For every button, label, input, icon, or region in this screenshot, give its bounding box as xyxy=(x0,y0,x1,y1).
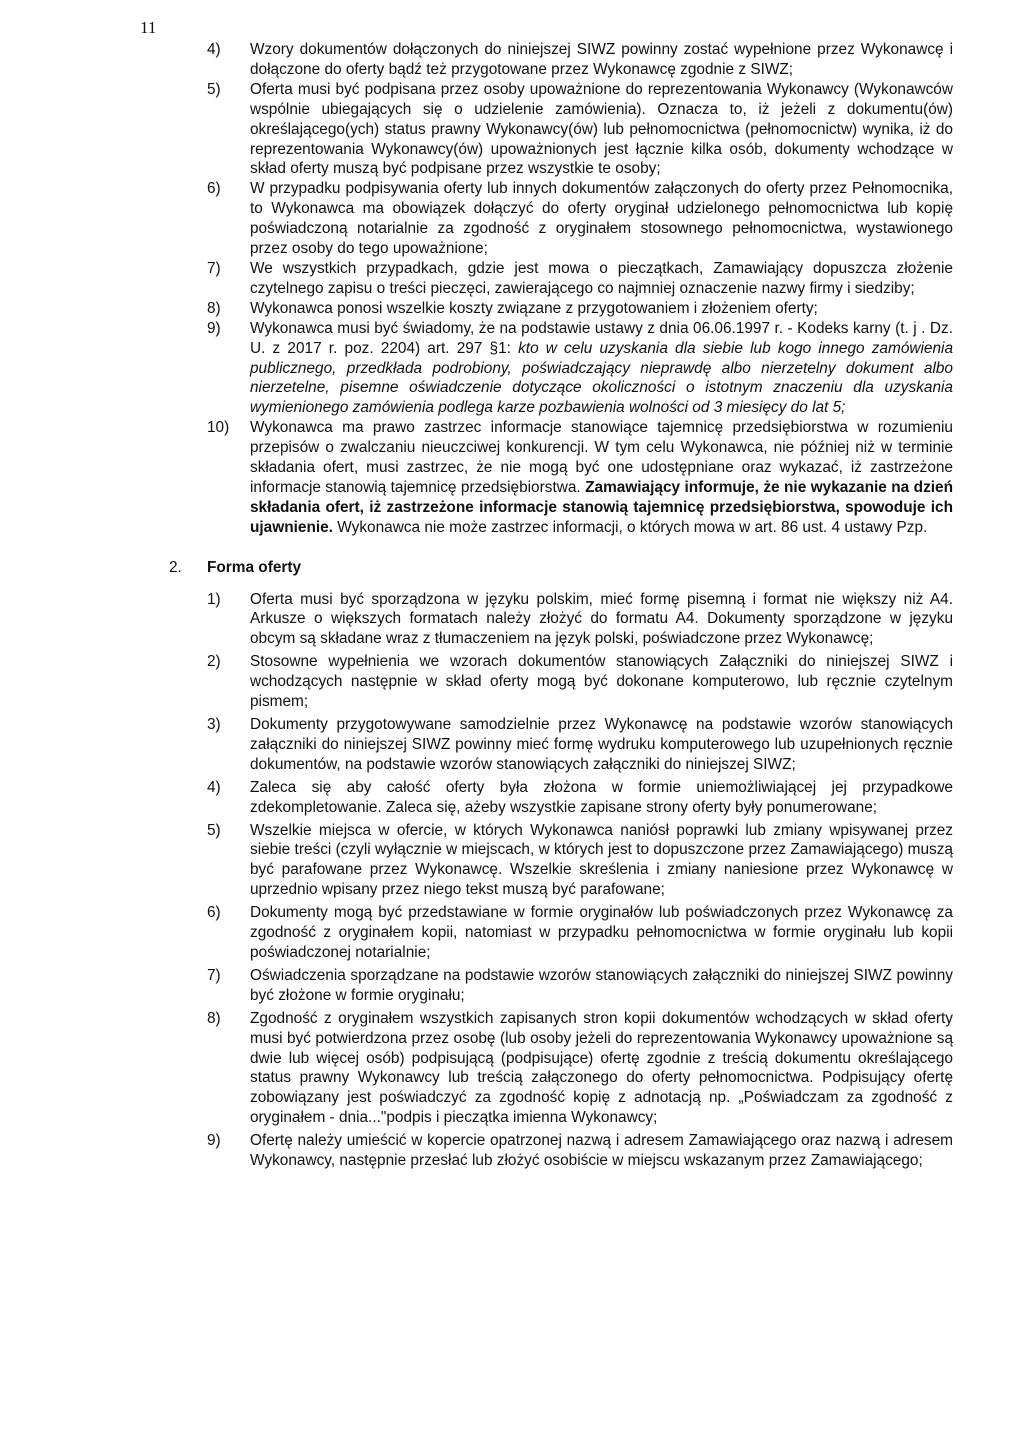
item-text xyxy=(250,418,953,537)
list-item xyxy=(207,1131,953,1171)
item-text: W przypadku podpisywania oferty lub innych dokumentów załączonych do oferty przez Pełnomocnika, to Wykonawca ma obowiązek dołączyć do oferty oryginał udzielonego pełnomocnictwa lub kopię poświadczoną notarialnie za zgodność z oryginałem stosownego pełnomocnictwa, wystawionego przez osoby do tego upoważnione; xyxy=(250,180,953,258)
item-text: Dokumenty przygotowywane samodzielnie przez Wykonawcę na podstawie wzorów stanowiących załączniki do niniejszej SIWZ powinny mieć formę wydruku komputerowego lub uzupełnionych ręcznie dokumentów, na podstawie wzorów stanowiących załączniki do niniejszej SIWZ; xyxy=(250,716,953,773)
item-number: 3) xyxy=(207,716,221,733)
list-item xyxy=(207,80,953,180)
section-heading xyxy=(169,558,953,578)
list-item xyxy=(207,259,953,299)
item-number: 9) xyxy=(207,1132,221,1150)
item-number: 4) xyxy=(207,41,221,58)
item-text: Wzory dokumentów dołączonych do niniejszej SIWZ powinny zostać wypełnione przez Wykonawcę i dołączone do oferty bądź też przygotowane przez Wykonawcę zgodnie z SIWZ; xyxy=(250,41,953,78)
item-number: 8) xyxy=(207,299,221,317)
item-text: Zgodność z oryginałem wszystkich zapisanych stron kopii dokumentów wchodzących w skład oferty musi być potwierdzona przez osobę (lub osoby jeżeli do reprezentowania Wykonawcy upoważnione są dwie lub więcej osób) podpisującą (podpisujące) ofertę zgodnie z treścią dokumentu określającego status prawny Wykonawcy lub treścią załączonego do oferty pełnomocnictwa. Podpisujący ofertę zobowiązany jest poświadczyć za zgodność kopię z adnotacją np. „Poświadczam za zgodność z oryginałem - dnia..."podpis i pieczątka imienna Wykonawcy; xyxy=(250,1009,953,1127)
item-number: 5) xyxy=(207,80,221,98)
item-text: Zaleca się aby całość oferty była złożona w formie uniemożliwiającej jej przypadkowe zdekompletowanie. Zaleca się, ażeby wszystkie zapisane strony oferty były ponumerowane; xyxy=(250,778,953,816)
item-number: 9) xyxy=(207,319,221,337)
list-item xyxy=(207,179,953,259)
item-text: Stosowne wypełnienia we wzorach dokumentów stanowiących Załączniki do niniejszej SIWZ i wchodzących następnie w skład oferty mogą być dokonane komputerowo, lub ręcznie czytelnym pismem; xyxy=(250,653,953,711)
trade-secret-warning: Zamawiający informuje, że nie wykazanie na dzień składania ofert, iż zastrzeżone informacje stanowią tajemnicę przedsiębiorstwa, spowoduje ich ujawnienie. xyxy=(250,478,953,536)
item-number: 8) xyxy=(207,1009,221,1027)
page-number: 11 xyxy=(140,18,157,37)
item-number: 6) xyxy=(207,180,221,198)
item-number: 7) xyxy=(207,966,221,984)
list-item xyxy=(207,1009,953,1128)
list-item xyxy=(207,40,953,80)
item-text xyxy=(250,319,953,419)
item-number: 10) xyxy=(207,419,230,437)
list-item xyxy=(207,590,953,650)
item-text: Ofertę należy umieścić w kopercie opatrzonej nazwą i adresem Zamawiającego oraz nazwą i adresem Wykonawcy, następnie przesłać lub złożyć osobiście w miejscu wskazanym przez Zamawiającego; xyxy=(250,1132,953,1170)
item-number: 6) xyxy=(207,904,221,922)
item-number: 2) xyxy=(207,653,221,671)
item-text: Oferta musi być sporządzona w języku polskim, mieć formę pisemną i format nie większy niż A4. Arkusze o większych formatach należy złożyć do formatu A4. Dokumenty sporządzone w języku obcym są składane wraz z tłumaczeniem na język polski, poświadczone przez Wykonawcę; xyxy=(250,590,953,648)
legal-reference-text: Wykonawca musi być świadomy, że na podstawie ustawy z dnia 06.06.1997 r. - Kodeks karny (t. j . Dz. U. z 2017 r. poz. 2204) art. 297 §1: xyxy=(250,319,953,357)
item-text: Oferta musi być podpisana przez osoby upoważnione do reprezentowania Wykonawcy (Wykonawców wspólnie ubiegających się o udzielenie zamówienia). Oznacza to, iż jeżeli z dokumentu(ów) określającego(ych) status prawny Wykonawcy(ów) lub pełnomocnictwa (pełnomocnictw) wynika, iż do reprezentowania Wykonawcy(ów) upoważnionych jest łącznie kilka osób, dokumenty wchodzące w skład oferty muszą być podpisane przez wszystkie te osoby; xyxy=(250,80,953,178)
item-number: 4) xyxy=(207,778,221,796)
trade-secret-note: Wykonawca nie może zastrzec informacji, o których mowa w art. 86 ust. 4 ustawy Pzp. xyxy=(332,518,928,536)
document-body xyxy=(169,40,954,1174)
list-item xyxy=(207,903,953,963)
item-text: Wszelkie miejsca w ofercie, w których Wykonawca naniósł poprawki lub zmiany wpisywanej przez siebie treści (czyli wyłącznie w miejscach, w których jest to dopuszczone przez Zamawiającego) muszą być parafowane przez Wykonawcę. Wszelkie skreślenia i zmiany naniesione przez Wykonawcę w uprzednio wpisany przez niego tekst muszą być parafowane; xyxy=(250,821,953,899)
item-number: 7) xyxy=(207,259,221,277)
list-item xyxy=(207,319,953,419)
list-item xyxy=(207,821,953,901)
penal-code-quote: kto w celu uzyskania dla siebie lub kogo innego zamówienia publicznego, przedkłada podrobiony, poświadczający nieprawdę albo nierzetelny dokument albo nierzetelne, pisemne oświadczenie dotyczące okoliczności o istotnym znaczeniu dla uzyskania wymienionego zamówienia podlega karze pozbawienia wolności od 3 miesięcy do lat 5; xyxy=(250,339,954,417)
list-item xyxy=(207,299,953,319)
list-item xyxy=(207,715,953,775)
list-item xyxy=(207,966,953,1006)
item-text: Wykonawca ponosi wszelkie koszty związane z przygotowaniem i złożeniem oferty; xyxy=(250,299,818,317)
list-item xyxy=(207,652,953,712)
item-text: We wszystkich przypadkach, gdzie jest mowa o pieczątkach, Zamawiający dopuszcza złożenie czytelnego zapisu o treści pieczęci, zawierającego co najmniej oznaczenie nazwy firmy i siedziby; xyxy=(250,259,953,297)
item-text: Oświadczenia sporządzane na podstawie wzorów stanowiących załączniki do niniejszej SIWZ powinny być złożone w formie oryginału; xyxy=(250,966,953,1004)
item-number: 1) xyxy=(207,590,221,608)
item-number: 5) xyxy=(207,821,221,839)
list-item xyxy=(207,778,953,818)
offer-form-list xyxy=(207,590,953,1171)
requirements-list xyxy=(207,40,953,319)
section-title: Forma oferty xyxy=(207,558,302,576)
section-number: 2. xyxy=(169,558,182,576)
item-text: Dokumenty mogą być przedstawiane w formie oryginałów lub poświadczonych przez Wykonawcę za zgodność z oryginałem kopii, natomiast w przypadku pełnomocnictwa w formie oryginału lub kopii poświadczonej notarialnie; xyxy=(250,904,953,961)
list-item xyxy=(207,418,953,537)
trade-secret-text: Wykonawca ma prawo zastrzec informacje stanowiące tajemnicę przedsiębiorstwa w rozumieniu przepisów o zwalczaniu nieuczciwej konkurencji. W tym celu Wykonawca, nie później niż w terminie składania ofert, musi zastrzec, że nie mogą być one udostępniane oraz wykazać, iż zastrzeżone informacje stanowią tajemnicę przedsiębiorstwa. xyxy=(250,419,953,496)
